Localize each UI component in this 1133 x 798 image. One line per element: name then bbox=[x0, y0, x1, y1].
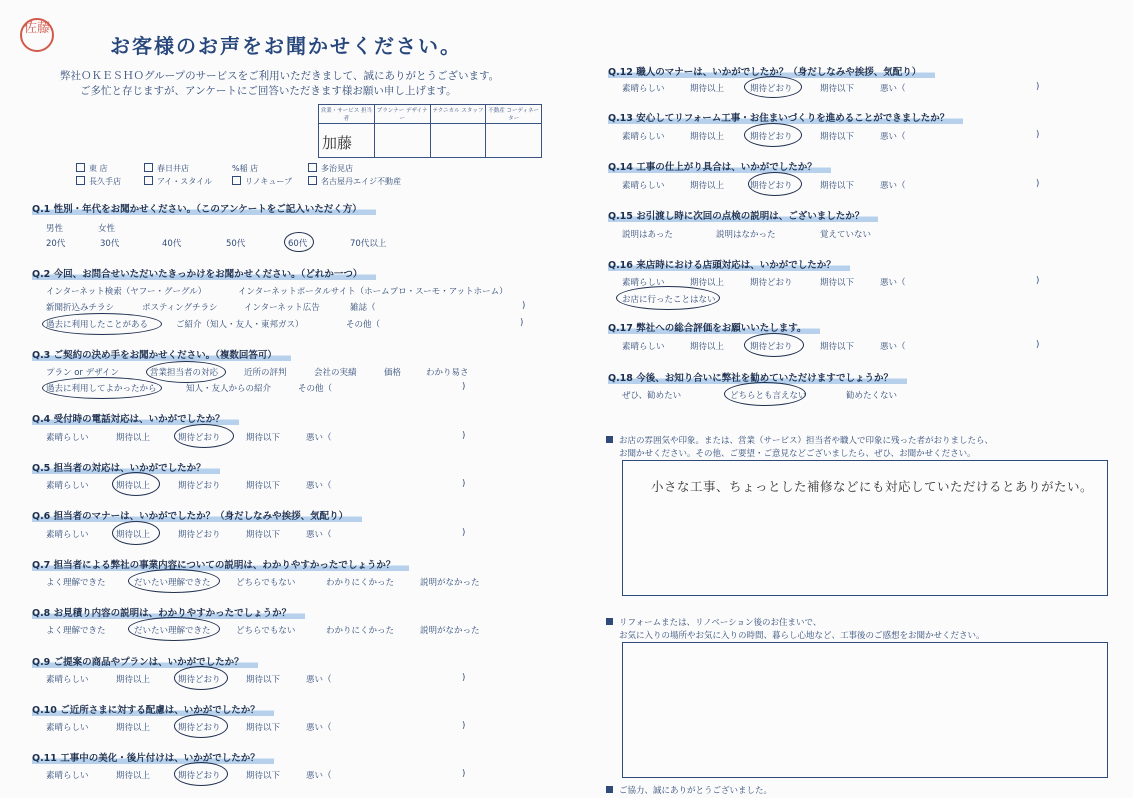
answer-option[interactable]: 素晴らしい bbox=[46, 481, 89, 491]
store-checkbox[interactable]: %稲 店 bbox=[232, 164, 259, 173]
comment2-prompt-line-2: お気に入りの場所やお気に入りの時間、暮らし心地など、工事後のご感想をお聞かせください。 bbox=[619, 631, 985, 641]
bracket-close: ) bbox=[1036, 340, 1040, 350]
page-title: お客様のお声をお聞かせください。 bbox=[110, 34, 462, 58]
question-13: Q.13 安心してリフォーム工事・お住まいづくりを進めることができましたか？ bbox=[608, 110, 963, 124]
answer-option[interactable]: 雑誌（ bbox=[350, 303, 376, 313]
answer-option[interactable]: 素晴らしい bbox=[622, 181, 665, 191]
intro-line-2: ご多忙と存じますが、アンケートにご回答いただきます様お願い申し上げます。 bbox=[80, 85, 457, 97]
answer-option[interactable]: 70代以上 bbox=[350, 239, 387, 249]
staff-header-realestate: 不動産 コーディネーター bbox=[486, 105, 542, 124]
answer-option[interactable]: 期待どおり bbox=[178, 723, 221, 733]
comment2-prompt-line-1: リフォームまたは、リノベーション後のお住まいで、 bbox=[606, 616, 821, 628]
answer-option[interactable]: わかりにくかった bbox=[326, 578, 395, 588]
answer-option[interactable]: 素晴らしい bbox=[46, 433, 89, 443]
answer-option[interactable]: 期待どおり bbox=[750, 84, 793, 94]
answer-option[interactable]: 悪い（ bbox=[306, 771, 332, 781]
answer-option[interactable]: 期待以上 bbox=[690, 84, 725, 94]
bracket-close: ) bbox=[1036, 82, 1040, 92]
answer-option[interactable]: 勧めたくない bbox=[846, 391, 898, 401]
answer-option[interactable]: 期待以下 bbox=[246, 481, 281, 491]
personal-seal-stamp: 佐藤 bbox=[20, 18, 54, 52]
answer-option[interactable]: 期待以下 bbox=[820, 84, 855, 94]
answer-option[interactable]: 素晴らしい bbox=[46, 675, 89, 685]
question-18: Q.18 今後、お知り合いに弊社を勧めていただけますでしょうか？ bbox=[608, 370, 907, 384]
answer-option[interactable]: 60代 bbox=[288, 239, 308, 249]
answer-option[interactable]: 過去に利用してよかったから bbox=[46, 384, 157, 394]
answer-option[interactable]: 期待どおり bbox=[178, 530, 221, 540]
bracket-close: ) bbox=[462, 721, 466, 731]
answer-option[interactable]: インターネット広告 bbox=[244, 303, 320, 313]
question-1: Q.1 性別・年代をお聞かせください。（このアンケートをご記入いただく方） bbox=[32, 201, 376, 215]
answer-option[interactable]: 悪い（ bbox=[880, 278, 906, 288]
answer-option[interactable]: 期待以上 bbox=[690, 278, 725, 288]
answer-option[interactable]: 期待以上 bbox=[116, 433, 151, 443]
answer-option[interactable]: 期待以下 bbox=[246, 771, 281, 781]
answer-option[interactable]: 20代 bbox=[46, 239, 66, 249]
question-7: Q.7 担当者による弊社の事業内容についての説明は、わかりやすかったでしょうか？ bbox=[32, 557, 409, 571]
answer-option[interactable]: 覚えていない bbox=[820, 230, 872, 240]
answer-option[interactable]: 素晴らしい bbox=[622, 84, 665, 94]
store-checkbox[interactable]: 春日井店 bbox=[144, 163, 189, 174]
answer-option[interactable]: 男性 bbox=[46, 224, 64, 234]
answer-option[interactable]: 過去に利用したことがある bbox=[46, 320, 149, 330]
answer-option[interactable]: 30代 bbox=[100, 239, 120, 249]
answer-option[interactable]: 悪い（ bbox=[306, 530, 332, 540]
store-checkbox[interactable]: 東 店 bbox=[76, 163, 108, 174]
answer-option[interactable]: 女性 bbox=[98, 224, 116, 234]
answer-option[interactable]: だいたい理解できた bbox=[134, 626, 211, 636]
comment1-textarea[interactable] bbox=[622, 460, 1108, 596]
answer-option[interactable]: 期待以下 bbox=[820, 132, 855, 142]
answer-option[interactable]: だいたい理解できた bbox=[134, 578, 211, 588]
answer-option[interactable]: 素晴らしい bbox=[46, 771, 89, 781]
answer-option[interactable]: その他（ bbox=[298, 384, 333, 394]
answer-option[interactable]: 期待どおり bbox=[178, 771, 221, 781]
answer-option[interactable]: 営業担当者の対応 bbox=[150, 368, 219, 378]
answer-option[interactable]: 素晴らしい bbox=[622, 132, 665, 142]
store-checkbox[interactable]: アイ・スタイル bbox=[144, 176, 212, 187]
bracket-close: ) bbox=[462, 479, 466, 489]
bracket-close: ) bbox=[462, 528, 466, 538]
store-checkbox[interactable]: 多治見店 bbox=[308, 163, 353, 174]
answer-option[interactable]: よく理解できた bbox=[46, 626, 106, 636]
answer-option[interactable]: 説明はなかった bbox=[716, 230, 776, 240]
answer-option[interactable]: その他（ bbox=[346, 320, 381, 330]
question-8: Q.8 お見積り内容の説明は、わかりやすかったでしょうか？ bbox=[32, 605, 305, 619]
answer-option[interactable]: 知人・友人からの紹介 bbox=[186, 384, 272, 394]
bracket-close: ) bbox=[462, 769, 466, 779]
answer-option[interactable]: お店に行ったことはない bbox=[622, 295, 716, 305]
answer-option[interactable]: 悪い（ bbox=[880, 132, 906, 142]
answer-option[interactable]: どちらとも言えない bbox=[730, 391, 807, 401]
answer-option[interactable]: 期待以下 bbox=[246, 433, 281, 443]
answer-option[interactable]: わかり易さ bbox=[426, 368, 469, 378]
bracket-close: ) bbox=[1036, 276, 1040, 286]
answer-option[interactable]: 期待どおり bbox=[750, 181, 793, 191]
question-17: Q.17 弊社への総合評価をお願いいたします。 bbox=[608, 320, 820, 334]
staff-name-handwritten: 加藤 bbox=[322, 134, 353, 152]
answer-option[interactable]: 説明はあった bbox=[622, 230, 673, 240]
answer-option[interactable]: ご紹介（知人・友人・東邦ガス） bbox=[176, 320, 304, 330]
answer-option[interactable]: 期待どおり bbox=[750, 132, 793, 142]
comment1-prompt-line-1: お店の雰囲気や印象。または、営業（サービス）担当者や職人で印象に残った者がおりましたら、 bbox=[606, 434, 993, 446]
answer-option[interactable]: 期待以上 bbox=[690, 132, 725, 142]
staff-header-sales: 営業・サービス 担当者 bbox=[319, 105, 375, 124]
answer-option[interactable]: 期待以上 bbox=[690, 181, 725, 191]
bracket-close: ) bbox=[462, 673, 466, 683]
answer-option[interactable]: 期待以下 bbox=[820, 342, 855, 352]
answer-option[interactable]: 悪い（ bbox=[880, 181, 906, 191]
question-11: Q.11 工事中の美化・後片付けは、いかがでしたか？ bbox=[32, 750, 274, 764]
answer-option[interactable]: ポスティングチラシ bbox=[142, 303, 218, 313]
answer-option[interactable]: 悪い（ bbox=[880, 84, 906, 94]
answer-option[interactable]: 期待どおり bbox=[178, 481, 221, 491]
answer-option[interactable]: どちらでもない bbox=[236, 626, 296, 636]
answer-option[interactable]: プラン or デザイン bbox=[46, 368, 120, 378]
answer-option[interactable]: 素晴らしい bbox=[622, 342, 665, 352]
answer-option[interactable]: 期待以下 bbox=[246, 530, 281, 540]
staff-header-planner: プランナー デザイナー bbox=[374, 105, 430, 124]
bracket-close: ) bbox=[522, 301, 526, 311]
answer-option[interactable]: 40代 bbox=[162, 239, 182, 249]
question-6: Q.6 担当者のマナーは、いかがでしたか？（身だしなみや挨拶、気配り） bbox=[32, 508, 362, 522]
answer-option[interactable]: 悪い（ bbox=[880, 342, 906, 352]
comment2-textarea[interactable] bbox=[622, 642, 1108, 778]
question-15: Q.15 お引渡し時に次回の点検の説明は、ございましたか？ bbox=[608, 208, 878, 222]
answer-option[interactable]: 期待以下 bbox=[246, 675, 281, 685]
question-2: Q.2 今回、お問合せいただいたきっかけをお聞かせください。（どれか一つ） bbox=[32, 266, 376, 280]
store-checkbox[interactable]: リノキューブ bbox=[232, 176, 292, 187]
store-checkbox[interactable]: 名古屋丹エイジ不動産 bbox=[308, 176, 401, 187]
answer-option[interactable]: 近所の評判 bbox=[244, 368, 287, 378]
comment1-prompt-line-2: お聞かせください。その他、ご要望・ご意見などございましたら、ぜひ、お聞かせください。 bbox=[619, 449, 976, 459]
question-10: Q.10 ご近所さまに対する配慮は、いかがでしたか？ bbox=[32, 702, 274, 716]
answer-option[interactable]: 会社の実績 bbox=[314, 368, 357, 378]
answer-option[interactable]: 素晴らしい bbox=[46, 530, 89, 540]
question-16: Q.16 来店時における店頭対応は、いかがでしたか？ bbox=[608, 257, 850, 271]
intro-line-1: 弊社ＯＫＥＳＨＯグループのサービスをご利用いただきまして、誠にありがとうございます。 bbox=[60, 70, 500, 82]
answer-option[interactable]: 悪い（ bbox=[306, 481, 332, 491]
answer-option[interactable]: 新聞折込みチラシ bbox=[46, 303, 115, 313]
answer-option[interactable]: 期待どおり bbox=[178, 433, 221, 443]
answer-option[interactable]: インターネットポータルサイト（ホームプロ・スーモ・アットホーム） bbox=[238, 287, 508, 297]
answer-option[interactable]: よく理解できた bbox=[46, 578, 106, 588]
answer-option[interactable]: 期待以上 bbox=[116, 481, 151, 491]
answer-option[interactable]: 期待以上 bbox=[116, 771, 151, 781]
store-checkbox[interactable]: 長久手店 bbox=[76, 176, 121, 187]
answer-option[interactable]: 期待どおり bbox=[750, 342, 793, 352]
answer-option[interactable]: どちらでもない bbox=[236, 578, 296, 588]
answer-option[interactable]: 素晴らしい bbox=[46, 723, 89, 733]
bracket-close: ) bbox=[462, 382, 466, 392]
answer-option[interactable]: 悪い（ bbox=[306, 433, 332, 443]
answer-option[interactable]: 50代 bbox=[226, 239, 246, 249]
bracket-close: ) bbox=[1036, 130, 1040, 140]
answer-option[interactable]: 価格 bbox=[384, 368, 402, 378]
answer-option[interactable]: 期待以上 bbox=[116, 675, 151, 685]
comment1-handwritten-text: 小さな工事、ちょっとした補修などにも対応していただけるとありがたい。 bbox=[651, 479, 1094, 494]
answer-option[interactable]: 期待以上 bbox=[116, 530, 151, 540]
bracket-close: ) bbox=[1036, 179, 1040, 189]
answer-option[interactable]: 説明がなかった bbox=[420, 626, 480, 636]
answer-option[interactable]: 期待以上 bbox=[690, 342, 725, 352]
answer-option[interactable]: 期待以下 bbox=[820, 278, 855, 288]
staff-header-technical: テクニカル スタッフ bbox=[430, 105, 486, 124]
answer-option[interactable]: 悪い（ bbox=[306, 675, 332, 685]
answer-option[interactable]: 期待どおり bbox=[178, 675, 221, 685]
thanks-message: ご協力、誠にありがとうございました。 bbox=[606, 784, 772, 796]
answer-option[interactable]: 悪い（ bbox=[306, 723, 332, 733]
answer-option[interactable]: 素晴らしい bbox=[622, 278, 665, 288]
question-14: Q.14 工事の仕上がり具合は、いかがでしたか？ bbox=[608, 159, 831, 173]
bracket-close: ) bbox=[520, 318, 524, 328]
answer-option[interactable]: 期待以下 bbox=[246, 723, 281, 733]
question-9: Q.9 ご提案の商品やプランは、いかがでしたか？ bbox=[32, 654, 258, 668]
answer-option[interactable]: 期待以上 bbox=[116, 723, 151, 733]
answer-option[interactable]: インターネット検索（ヤフー・グーグル） bbox=[46, 287, 207, 297]
answer-option[interactable]: ぜひ、勧めたい bbox=[622, 391, 682, 401]
answer-option[interactable]: 期待以下 bbox=[820, 181, 855, 191]
question-5: Q.5 担当者の対応は、いかがでしたか？ bbox=[32, 460, 220, 474]
answer-option[interactable]: 説明がなかった bbox=[420, 578, 480, 588]
answer-option[interactable]: わかりにくかった bbox=[326, 626, 395, 636]
bracket-close: ) bbox=[462, 431, 466, 441]
answer-option[interactable]: 期待どおり bbox=[750, 278, 793, 288]
question-3: Q.3 ご契約の決め手をお聞かせください。（複数回答可） bbox=[32, 347, 291, 361]
question-4: Q.4 受付時の電話対応は、いかがでしたか？ bbox=[32, 411, 239, 425]
question-12: Q.12 職人のマナーは、いかがでしたか？（身だしなみや挨拶、気配り） bbox=[608, 64, 935, 78]
